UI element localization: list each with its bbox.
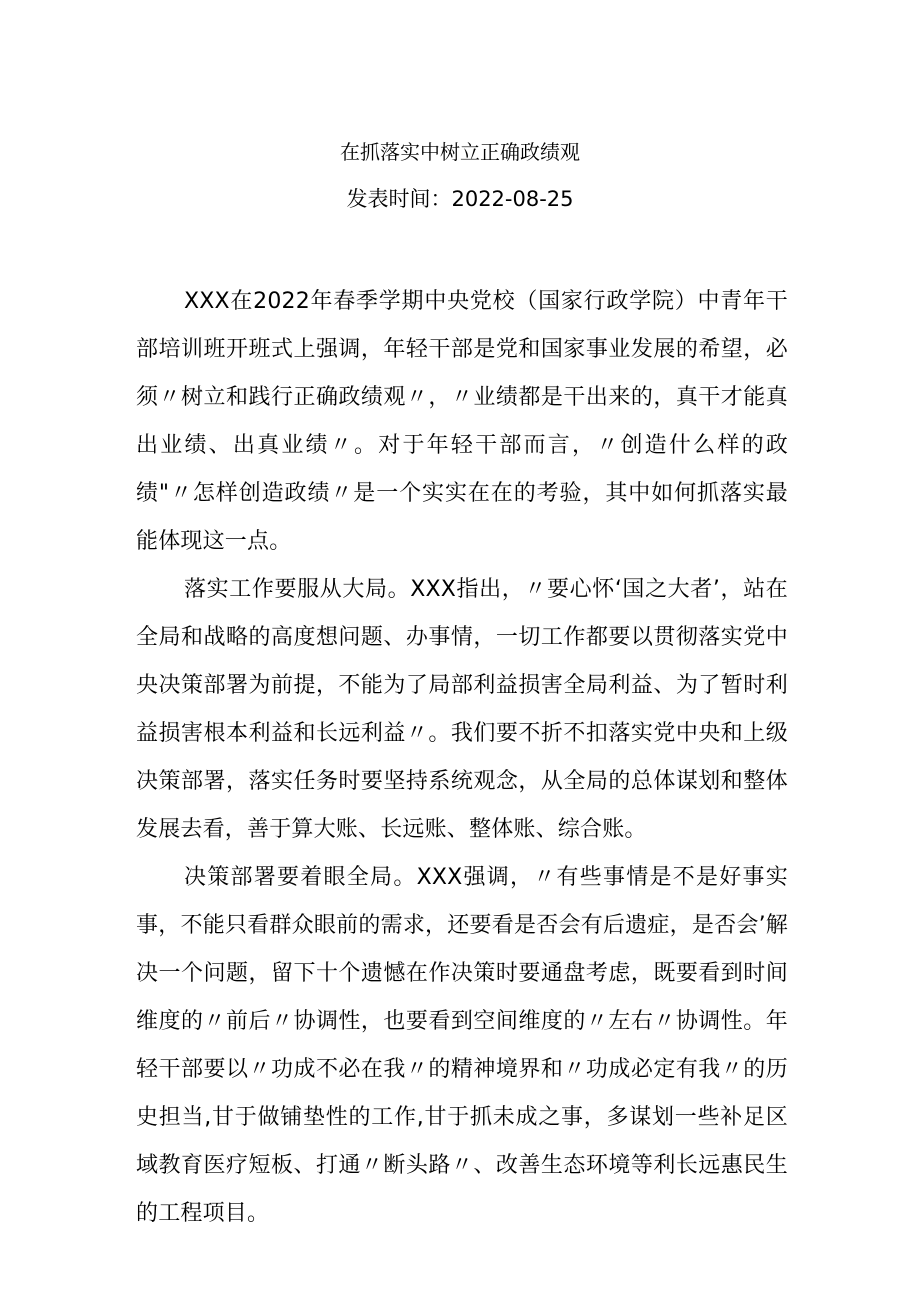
paragraph-3: 决策部署要着眼全局。XXX强调，〃有些事情是不是好事实事，不能只看群众眼前的需求，还要看是否会有后遗症，是否会’解决一个问题，留下十个遗憾在作决策时要通盘考虑，既要看到时间维度的〃前后〃协调性，也要看到空间维度的〃左右〃协调性。年轻干部要以〃功成不必在我〃的精神境界和〃功成必定有我〃的历史担当,甘于做铺垫性的工作,甘于抓未成之事，多谋划一些补足区域教育医疗短板、打通〃断头路〃、改善生态环境等利长远惠民生的工程项目。 xyxy=(136,865,788,1226)
publish-date: 发表时间：2022-08-25 xyxy=(346,187,574,211)
paragraph-2: 落实工作要服从大局。XXX指出，〃要心怀‘国之大者’，站在全局和战略的高度想问题、办事情，一切工作都要以贯彻落实党中央决策部署为前提，不能为了局部利益损害全局利益、为了暂时利益损害根本利益和长远利益〃。我们要不折不扣落实党中央和上级决策部署，落实任务时要坚持系统观念，从全局的总体谋划和整体发展去看，善于算大账、长远账、整体账、综合账。 xyxy=(136,577,788,842)
document-title: 在抓落实中树立正确政绩观 xyxy=(340,140,580,164)
document-body xyxy=(136,278,788,1238)
paragraph-1: XXX在2022年春季学期中央党校（国家行政学院）中青年干部培训班开班式上强调，年轻干部是党和国家事业发展的希望，必须〃树立和践行正确政绩观〃，〃业绩都是干出来的，真干才能真出业绩、出真业绩〃。对于年轻干部而言，〃创造什么样的政绩"〃怎样创造政绩〃是一个实实在在的考验，其中如何抓落实最能体现这一点。 xyxy=(136,289,788,554)
